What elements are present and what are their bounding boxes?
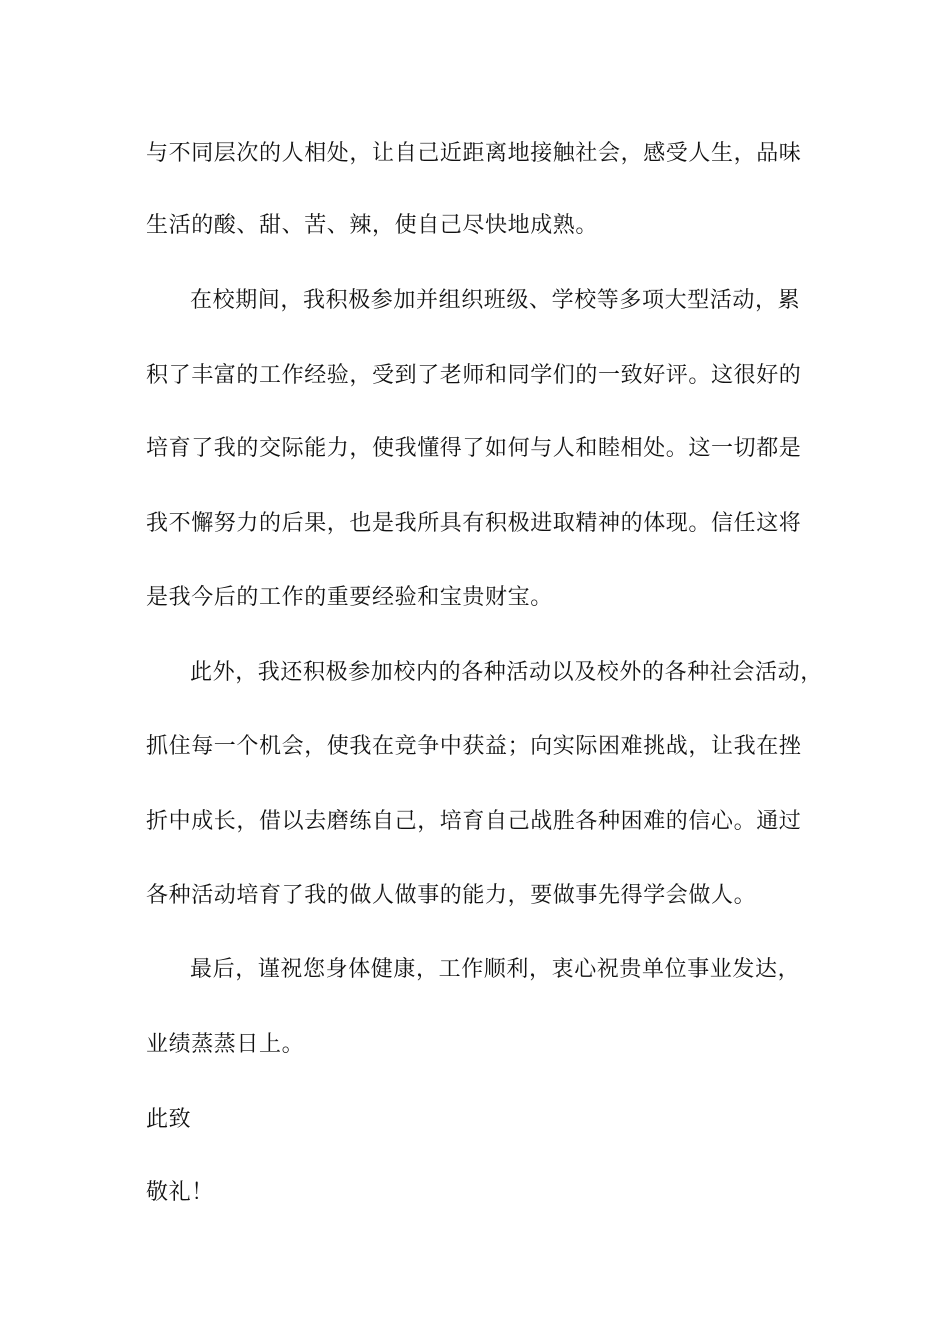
- paragraph-1-line-2: 生活的酸、甜、苦、辣，使自己尽快地成熟。: [146, 213, 599, 238]
- paragraph-3-line-3: 折中成长，借以去磨练自己，培育自己战胜各种困难的信心。通过: [146, 809, 802, 834]
- paragraph-3-line-2: 抓住每一个机会，使我在竞争中获益；向实际困难挑战，让我在挫: [146, 734, 802, 759]
- paragraph-4-line-2: 业绩蒸蒸日上。: [146, 1032, 305, 1057]
- paragraph-2-line-1: 在校期间，我积极参加并组织班级、学校等多项大型活动，累: [190, 288, 801, 313]
- paragraph-2-line-2: 积了丰富的工作经验，受到了老师和同学们的一致好评。这很好的: [146, 363, 802, 388]
- paragraph-2-line-5: 是我今后的工作的重要经验和宝贵财宝。: [146, 585, 553, 610]
- paragraph-2-line-3: 培育了我的交际能力，使我懂得了如何与人和睦相处。这一切都是: [146, 436, 802, 461]
- salutation-line: 敬礼！: [146, 1180, 214, 1205]
- closing-line: 此致: [146, 1107, 192, 1132]
- paragraph-4-line-1: 最后，谨祝您身体健康，工作顺利，衷心祝贵单位事业发达，: [190, 957, 801, 982]
- paragraph-3-line-1: 此外，我还积极参加校内的各种活动以及校外的各种社会活动，: [190, 660, 823, 685]
- paragraph-3-line-4: 各种活动培育了我的做人做事的能力，要做事先得学会做人。: [146, 883, 757, 908]
- paragraph-2-line-4: 我不懈努力的后果，也是我所具有积极进取精神的体现。信任这将: [146, 511, 802, 536]
- paragraph-1-line-1: 与不同层次的人相处，让自己近距离地接触社会，感受人生，品味: [146, 141, 802, 166]
